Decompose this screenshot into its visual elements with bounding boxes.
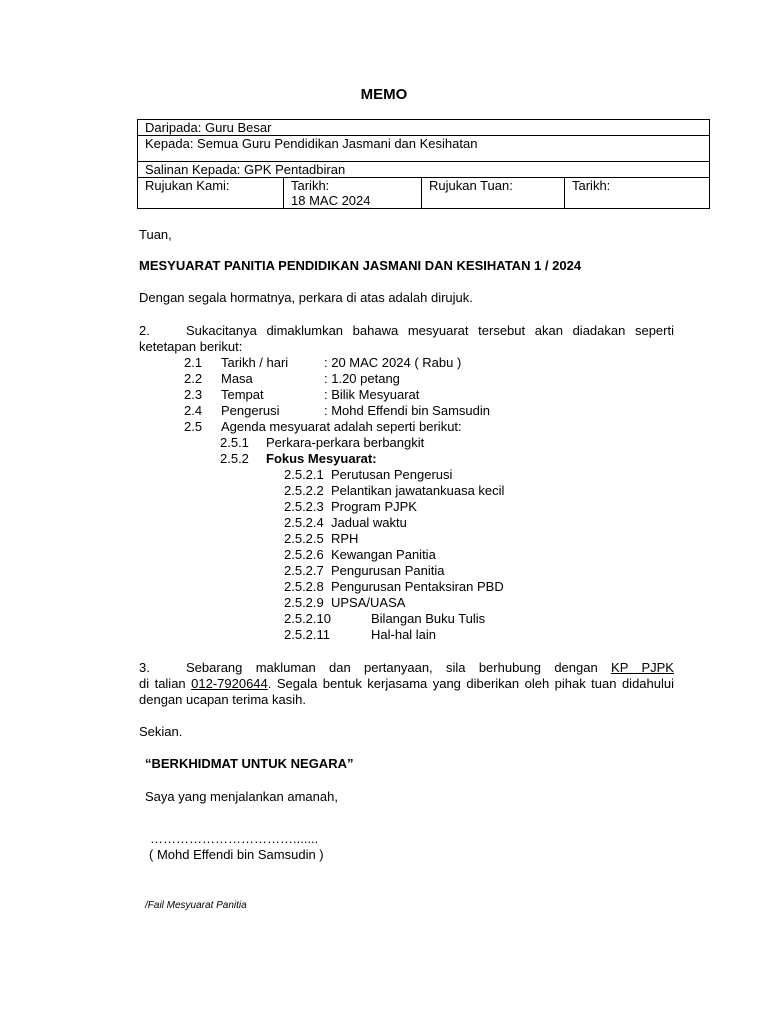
detail-value: : Bilik Mesyuarat [324, 387, 420, 402]
file-reference-note: /Fail Mesyuarat Panitia [145, 900, 247, 911]
para3-line1 [186, 660, 674, 676]
agenda-item-num: 2.5.2.9 [284, 595, 324, 610]
agenda-item-text: Pelantikan jawatankuasa kecil [331, 483, 505, 498]
agenda-item-num: 2.5.2.1 [284, 467, 324, 482]
agenda-item-text: Bilangan Buku Tulis [371, 611, 486, 626]
agenda-sub2-text: Fokus Mesyuarat: [266, 451, 377, 466]
detail-value: : 1.20 petang [324, 371, 400, 386]
detail-label: Masa [221, 371, 253, 386]
to-field: Kepada: Semua Guru Pendidikan Jasmani dan Kesihatan [138, 136, 710, 162]
your-date-field: Tarikh: [565, 178, 710, 209]
detail-value: : 20 MAC 2024 ( Rabu ) [324, 355, 462, 370]
date-label: Tarikh: [291, 178, 330, 193]
detail-num: 2.1 [184, 355, 203, 370]
agenda-item-num: 2.5.2.11 [284, 627, 331, 642]
salutation: Tuan, [139, 227, 172, 242]
agenda-item-num: 2.5.2.3 [284, 499, 324, 514]
memo-subject: MESYUARAT PANITIA PENDIDIKAN JASMANI DAN KESIHATAN 1 / 2024 [139, 258, 582, 273]
agenda-item-text: Program PJPK [331, 499, 417, 514]
detail-value: : Mohd Effendi bin Samsudin [324, 403, 490, 418]
closing-text: Sekian. [139, 724, 183, 739]
agenda-item-num: 2.5.2.2 [284, 483, 324, 498]
detail-label: Pengerusi [221, 403, 280, 418]
agenda-item-num: 2.5.2.5 [284, 531, 324, 546]
date-field [284, 178, 422, 209]
date-value: 18 MAC 2024 [291, 193, 371, 208]
our-reference-field: Rujukan Kami: [138, 178, 284, 209]
agenda-item-num: 2.5.2.7 [284, 563, 324, 578]
motto: “BERKHIDMAT UNTUK NEGARA” [145, 756, 354, 771]
phone-number-link[interactable]: 012-7920644 [191, 676, 268, 691]
agenda-sub1-text: Perkara-perkara berbangkit [266, 435, 425, 450]
agenda-item-text: RPH [331, 531, 359, 546]
para3-line3: dengan ucapan terima kasih. [139, 692, 306, 707]
agenda-item-text: Jadual waktu [331, 515, 407, 530]
memo-header-table [137, 119, 710, 209]
detail-label: Tarikh / hari [221, 355, 289, 370]
contact-person-link[interactable]: KP PJPK [611, 660, 674, 675]
intro-paragraph: Dengan segala hormatnya, perkara di atas adalah dirujuk. [139, 290, 473, 305]
para2-line2: ketetapan berikut: [139, 339, 243, 354]
agenda-sub1-num: 2.5.1 [220, 435, 249, 450]
agenda-item-text: Pengurusan Panitia [331, 563, 445, 578]
para3-line2 [139, 676, 674, 692]
para3-line2-post: . Segala bentuk kerjasama yang diberikan oleh pihak tuan didahului [267, 676, 674, 691]
detail-num: 2.4 [184, 403, 203, 418]
detail-label: Tempat [221, 387, 264, 402]
detail-num: 2.3 [184, 387, 203, 402]
agenda-item-text: Pengurusan Pentaksiran PBD [331, 579, 504, 594]
para3-line1-text: Sebarang makluman dan pertanyaan, sila berhubung dengan [186, 660, 598, 675]
amanah-text: Saya yang menjalankan amanah, [145, 789, 338, 804]
your-reference-field: Rujukan Tuan: [422, 178, 565, 209]
agenda-item-num: 2.5.2.6 [284, 547, 324, 562]
agenda-item-text: Kewangan Panitia [331, 547, 436, 562]
agenda-item-text: Perutusan Pengerusi [331, 467, 453, 482]
agenda-sub2-num: 2.5.2 [220, 451, 249, 466]
signature-line: ……………………………....... [150, 831, 319, 846]
agenda-item-num: 2.5.2.10 [284, 611, 331, 626]
memo-title: MEMO [360, 86, 408, 103]
agenda-intro: Agenda mesyuarat adalah seperti berikut: [221, 419, 462, 434]
agenda-item-num: 2.5.2.4 [284, 515, 324, 530]
agenda-item-text: UPSA/UASA [331, 595, 406, 610]
para2-line1: Sukacitanya dimaklumkan bahawa mesyuarat tersebut akan diadakan seperti [186, 323, 674, 338]
copy-to-field: Salinan Kepada: GPK Pentadbiran [138, 162, 710, 178]
detail-num: 2.2 [184, 371, 203, 386]
signatory-name: ( Mohd Effendi bin Samsudin ) [149, 847, 324, 862]
para3-number: 3. [139, 660, 150, 675]
agenda-num: 2.5 [184, 419, 203, 434]
agenda-item-text: Hal-hal lain [371, 627, 437, 642]
agenda-item-num: 2.5.2.8 [284, 579, 324, 594]
from-field: Daripada: Guru Besar [138, 120, 710, 136]
para2-number: 2. [139, 323, 150, 338]
para3-line2-pre: di talian [139, 676, 186, 691]
